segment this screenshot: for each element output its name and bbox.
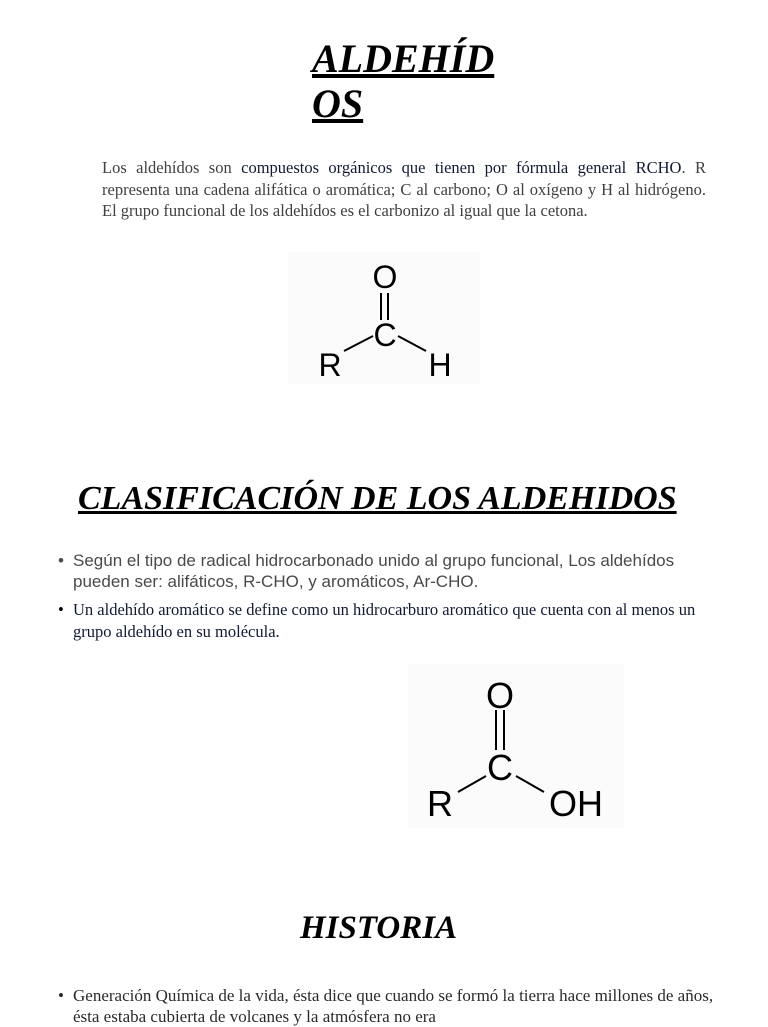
title-line-1: ALDEHÍD xyxy=(312,36,495,81)
history-heading: HISTORIA xyxy=(300,910,458,946)
list-item: • Generación Química de la vida, ésta dice que cuando se formó la tierra hace millones de años, ésta estaba cubierta de volcanes y la atmósfera no era xyxy=(58,985,718,1027)
intro-paragraph xyxy=(102,157,706,222)
bond-c-h xyxy=(398,336,426,351)
atom-r: R xyxy=(318,347,342,383)
carboxylic-structure-svg xyxy=(408,664,624,828)
classification-list-2 xyxy=(58,599,718,643)
intro-text-3: . R representa una cadena alifática o aromática; C al carbono; O al oxígeno y H al hidrógeno. El grupo funcional de los aldehídos es el carbonizo al igual que la cetona. xyxy=(102,158,706,220)
intro-text-2: compuestos orgánicos que tienen por fórmula general RCHO xyxy=(241,158,682,177)
aldehyde-structure-svg xyxy=(288,252,480,384)
atom-o: O xyxy=(372,259,398,295)
list-item: • Según el tipo de radical hidrocarbonado unido al grupo funcional, Los aldehídos pueden ser: alifáticos, R-CHO, y aromáticos, Ar-CHO. xyxy=(58,550,718,592)
atom-h: H xyxy=(428,347,452,383)
atom-c: C xyxy=(373,317,397,353)
list-item: • Un aldehído aromático se define como un hidrocarburo aromático que cuenta con al menos un grupo aldehído en su molécula. xyxy=(58,599,718,643)
bond-r-c xyxy=(458,776,486,792)
atom-r: R xyxy=(427,783,453,824)
page-title xyxy=(312,36,532,126)
classification-heading: CLASIFICACIÓN DE LOS ALDEHIDOS xyxy=(78,480,677,517)
aldehyde-structure-image xyxy=(288,252,480,384)
atom-c: C xyxy=(487,747,513,788)
history-list xyxy=(58,985,718,1027)
classification-list-1 xyxy=(58,550,718,592)
bond-r-c xyxy=(344,336,373,351)
title-line-2: OS xyxy=(312,81,364,126)
atom-o: O xyxy=(485,675,515,716)
carboxylic-structure-image xyxy=(408,664,624,828)
bond-c-oh xyxy=(516,776,544,792)
intro-text-1: Los aldehídos son xyxy=(102,158,242,177)
group-oh: OH xyxy=(549,783,603,824)
